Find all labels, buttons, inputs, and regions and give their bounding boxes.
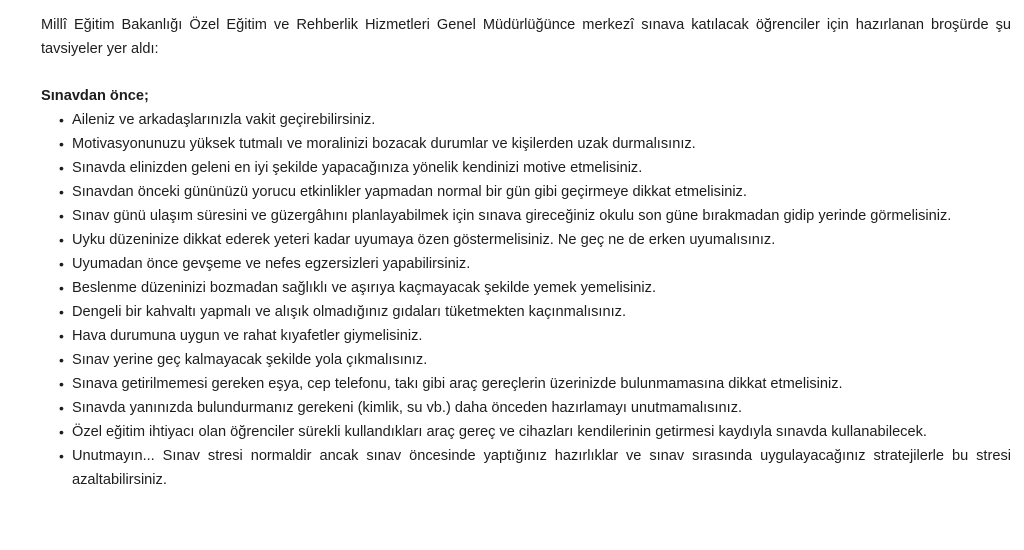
bullet-icon: •	[59, 184, 64, 200]
bullet-icon: •	[59, 256, 64, 272]
list-item	[41, 420, 1011, 444]
list-item-text: Sınavda yanınızda bulundurmanız gerekeni (kimlik, su vb.) daha önceden hazırlamayı unutmamalısınız.	[72, 400, 743, 416]
list-item-text: Motivasyonunuzu yüksek tutmalı ve moralinizi bozacak durumlar ve kişilerden uzak durmalısınız.	[72, 136, 696, 152]
bullet-icon: •	[59, 376, 64, 392]
list-item-text: Özel eğitim ihtiyacı olan öğrenciler sürekli kullandıkları araç gereç ve cihazları kendilerinin getirmesi kaydıyla sınavda kullanabilecek.	[72, 424, 927, 440]
list-item	[41, 132, 1011, 156]
list-item-text: Beslenme düzeninizi bozmadan sağlıklı ve aşırıya kaçmayacak şekilde yemek yemelisiniz.	[72, 280, 657, 296]
bullet-icon: •	[59, 448, 64, 464]
bullet-icon: •	[59, 208, 64, 224]
article-body	[41, 13, 1011, 492]
list-item	[41, 276, 1011, 300]
section-heading: Sınavdan önce;	[41, 88, 149, 104]
list-item	[41, 444, 1011, 492]
list-item	[41, 372, 1011, 396]
list-item	[41, 324, 1011, 348]
bullet-icon: •	[59, 160, 64, 176]
list-item-text: Sınava getirilmemesi gereken eşya, cep telefonu, takı gibi araç gereçlerin üzerinizde bulunmamasına dikkat etmelisiniz.	[72, 376, 843, 392]
bullet-icon: •	[59, 304, 64, 320]
list-item-text: Hava durumuna uygun ve rahat kıyafetler giymelisiniz.	[72, 328, 423, 344]
list-item	[41, 156, 1011, 180]
bullet-icon: •	[59, 232, 64, 248]
intro-paragraph: Millî Eğitim Bakanlığı Özel Eğitim ve Rehberlik Hizmetleri Genel Müdürlüğünce merkezî sınava katılacak öğrenciler için hazırlanan broşürde şu tavsiyeler yer aldı:	[41, 17, 1011, 57]
list-item	[41, 252, 1011, 276]
list-item	[41, 228, 1011, 252]
list-item-text: Dengeli bir kahvaltı yapmalı ve alışık olmadığınız gıdaları tüketmekten kaçınmalısınız.	[72, 304, 627, 320]
list-item-text: Uyumadan önce gevşeme ve nefes egzersizleri yapabilirsiniz.	[72, 256, 471, 272]
list-item-text: Unutmayın... Sınav stresi normaldir ancak sınav öncesinde yaptığınız hazırlıklar ve sınav sırasında uygulayacağınız stratejilerle bu stresi azaltabilirsiniz.	[72, 448, 1011, 488]
list-item-text: Sınavda elinizden geleni en iyi şekilde yapacağınıza yönelik kendinizi motive etmelisiniz.	[72, 160, 643, 176]
bullet-icon: •	[59, 328, 64, 344]
list-item	[41, 180, 1011, 204]
list-item	[41, 300, 1011, 324]
bullet-icon: •	[59, 136, 64, 152]
list-item	[41, 348, 1011, 372]
bullet-icon: •	[59, 112, 64, 128]
list-item-text: Aileniz ve arkadaşlarınızla vakit geçirebilirsiniz.	[72, 112, 376, 128]
list-item	[41, 108, 1011, 132]
list-item-text: Sınavdan önceki gününüzü yorucu etkinlikler yapmadan normal bir gün gibi geçirmeye dikkat etmelisiniz.	[72, 184, 747, 200]
bullet-icon: •	[59, 280, 64, 296]
bullet-icon: •	[59, 424, 64, 440]
bullet-icon: •	[59, 400, 64, 416]
tips-list	[41, 108, 1011, 492]
bullet-icon: •	[59, 352, 64, 368]
list-item	[41, 396, 1011, 420]
list-item-text: Sınav yerine geç kalmayacak şekilde yola çıkmalısınız.	[72, 352, 428, 368]
list-item	[41, 204, 1011, 228]
list-item-text: Sınav günü ulaşım süresini ve güzergâhını planlayabilmek için sınava gireceğiniz okulu son güne bırakmadan gidip yerinde görmelisiniz.	[72, 208, 952, 224]
list-item-text: Uyku düzeninize dikkat ederek yeteri kadar uyumaya özen göstermelisiniz. Ne geç ne de erken uyumalısınız.	[72, 232, 776, 248]
